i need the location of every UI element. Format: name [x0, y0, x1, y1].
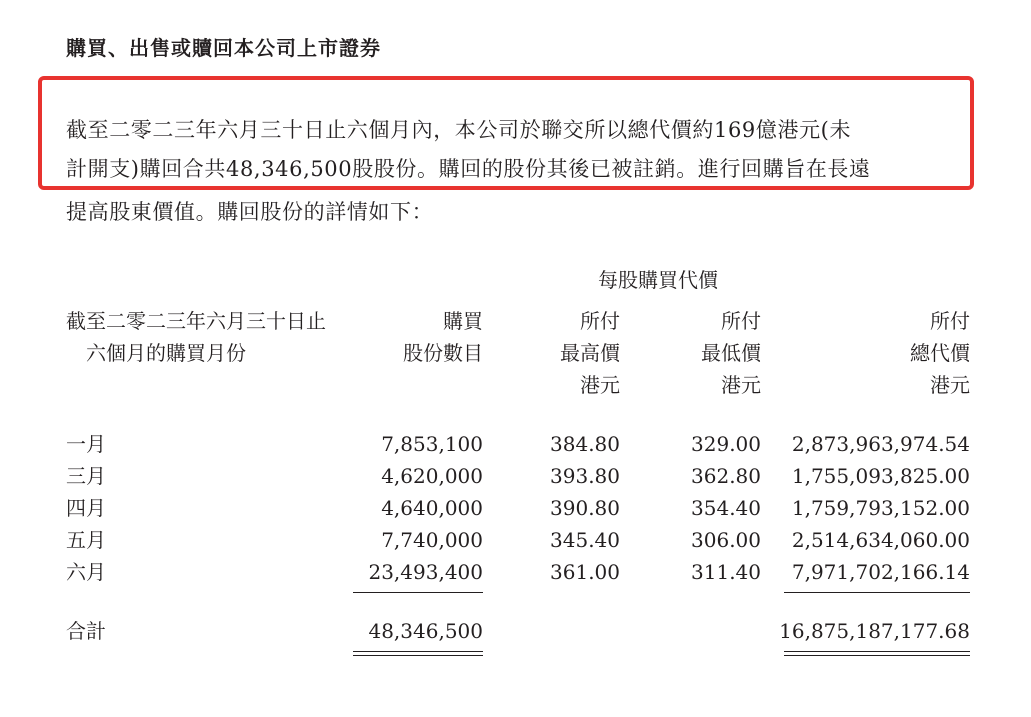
row-highest: 384.80 [550, 432, 620, 456]
row-total: 1,755,093,825.00 [791, 464, 970, 488]
group-header: 每股購買代價 [598, 268, 718, 292]
header-lowest-line-2: 最低價 [701, 341, 761, 365]
total-label: 合計 [66, 619, 106, 643]
row-lowest: 306.00 [691, 528, 761, 552]
row-total: 1,759,793,152.00 [791, 496, 970, 520]
subtotal-rule-total [784, 592, 970, 593]
header-month-line-1: 截至二零二三年六月三十日止 [66, 309, 326, 333]
header-lowest [701, 305, 761, 401]
row-lowest: 362.80 [691, 464, 761, 488]
header-lowest-line-1: 所付 [721, 309, 761, 333]
row-total: 7,971,702,166.14 [791, 560, 970, 584]
row-total: 2,873,963,974.54 [791, 432, 970, 456]
row-month: 四月 [66, 496, 106, 520]
row-month: 五月 [66, 528, 106, 552]
row-month: 三月 [66, 464, 106, 488]
row-highest: 345.40 [550, 528, 620, 552]
section-title: 購買、出售或贖回本公司上市證券 [66, 36, 381, 60]
header-total-line-3: 港元 [930, 373, 970, 397]
row-shares: 4,640,000 [381, 496, 483, 520]
header-highest [560, 305, 620, 401]
subtotal-rule-shares [353, 592, 483, 593]
row-month: 一月 [66, 432, 106, 456]
header-month-line-2: 六個月的購買月份 [86, 341, 246, 365]
header-total [910, 305, 970, 401]
header-shares-line-2: 股份數目 [403, 341, 483, 365]
header-shares-line-1: 購買 [443, 309, 483, 333]
header-total-line-2: 總代價 [910, 341, 970, 365]
total-double-rule-shares [353, 651, 483, 656]
paragraph-line-2: 計開支)購回合共48,346,500股股份。購回的股份其後已被註銷。進行回購旨在長遠 [66, 157, 871, 181]
row-highest: 393.80 [550, 464, 620, 488]
row-shares: 7,853,100 [381, 432, 483, 456]
row-highest: 361.00 [550, 560, 620, 584]
paragraph-line-1: 截至二零二三年六月三十日止六個月內，本公司於聯交所以總代價約169億港元(未 [66, 118, 852, 142]
header-lowest-line-3: 港元 [721, 373, 761, 397]
header-total-line-1: 所付 [930, 309, 970, 333]
row-shares: 23,493,400 [368, 560, 483, 584]
row-lowest: 311.40 [691, 560, 761, 584]
row-highest: 390.80 [550, 496, 620, 520]
header-shares [403, 305, 483, 369]
paragraph-line-3: 提高股東價值。購回股份的詳情如下： [66, 200, 434, 224]
header-month [66, 305, 326, 369]
row-lowest: 329.00 [691, 432, 761, 456]
header-highest-line-3: 港元 [580, 373, 620, 397]
total-consideration: 16,875,187,177.68 [779, 619, 970, 643]
row-shares: 7,740,000 [381, 528, 483, 552]
header-highest-line-2: 最高價 [560, 341, 620, 365]
total-double-rule-total [784, 651, 970, 656]
header-highest-line-1: 所付 [580, 309, 620, 333]
highlight-box [38, 76, 974, 190]
row-shares: 4,620,000 [381, 464, 483, 488]
row-month: 六月 [66, 560, 106, 584]
total-shares: 48,346,500 [368, 619, 483, 643]
row-lowest: 354.40 [691, 496, 761, 520]
row-total: 2,514,634,060.00 [791, 528, 970, 552]
